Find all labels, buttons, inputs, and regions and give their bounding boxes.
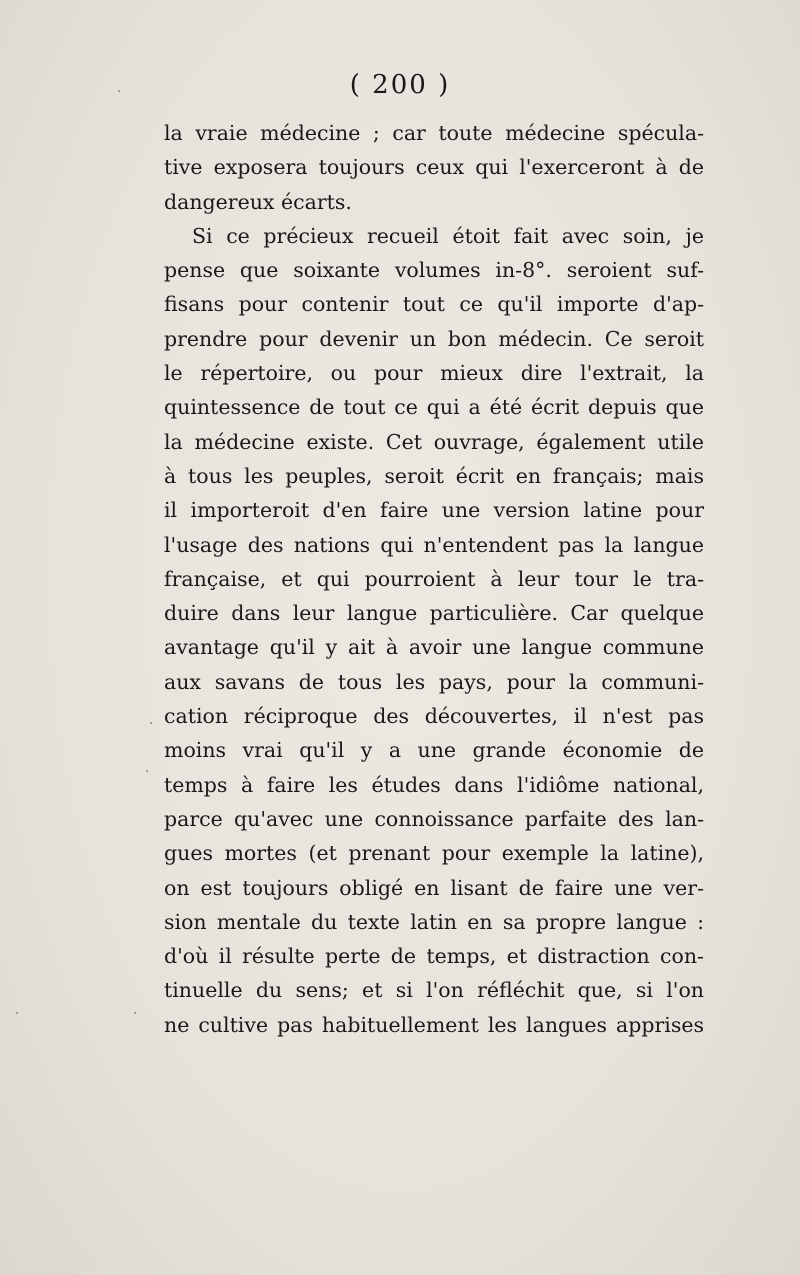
text-line: le répertoire, ou pour mieux dire l'extrait, la <box>164 361 704 386</box>
text-line: pense que soixante volumes in-8°. seroient suf- <box>164 258 704 283</box>
paper-speck <box>134 1012 136 1014</box>
text-line: aux savans de tous les pays, pour la communi- <box>164 669 704 694</box>
text-line: tive exposera toujours ceux qui l'exerceront à de <box>164 155 704 180</box>
text-line: à tous les peuples, seroit écrit en français; mais <box>164 463 704 488</box>
text-line: l'usage des nations qui n'entendent pas la langue <box>164 532 704 557</box>
text-line: quintessence de tout ce qui a été écrit depuis que <box>164 395 704 420</box>
text-line: Si ce précieux recueil étoit fait avec soin, je <box>192 223 704 248</box>
text-line: avantage qu'il y ait à avoir une langue commune <box>164 635 704 660</box>
text-line: temps à faire les études dans l'idiôme national, <box>164 772 704 797</box>
text-line: la médecine existe. Cet ouvrage, également utile <box>164 429 704 454</box>
text-line: parce qu'avec une connoissance parfaite des lan- <box>164 806 704 831</box>
text-line: moins vrai qu'il y a une grande économie de <box>164 738 704 763</box>
text-line: sion mentale du texte latin en sa propre langue : <box>164 909 704 934</box>
text-line: il importeroit d'en faire une version latine pour <box>164 498 704 523</box>
paper-speck <box>16 1012 18 1014</box>
paper-speck <box>146 770 148 772</box>
text-line: la vraie médecine ; car toute médecine spécula- <box>164 121 704 145</box>
text-line: on est toujours obligé en lisant de faire une ver- <box>164 875 704 900</box>
text-line: dangereux écarts. <box>164 189 352 214</box>
text-line: duire dans leur langue particulière. Car quelque <box>164 601 704 626</box>
text-line: ne cultive pas habituellement les langues apprises <box>164 1012 704 1037</box>
text-line: prendre pour devenir un bon médecin. Ce seroit <box>164 326 704 351</box>
body-text <box>164 116 704 1042</box>
text-line: tinuelle du sens; et si l'on réfléchit que, si l'on <box>164 978 704 1003</box>
page-number-header: ( 200 ) <box>349 70 451 100</box>
text-line: cation réciproque des découvertes, il n'est pas <box>164 704 704 729</box>
text-line: française, et qui pourroient à leur tour le tra- <box>164 566 704 591</box>
paper-speck <box>150 722 152 724</box>
paper-speck <box>118 90 120 92</box>
text-line: d'où il résulte perte de temps, et distraction con- <box>164 944 704 969</box>
text-line: fisans pour contenir tout ce qu'il importe d'ap- <box>164 292 704 317</box>
text-line: gues mortes (et prenant pour exemple la latine), <box>164 841 704 866</box>
